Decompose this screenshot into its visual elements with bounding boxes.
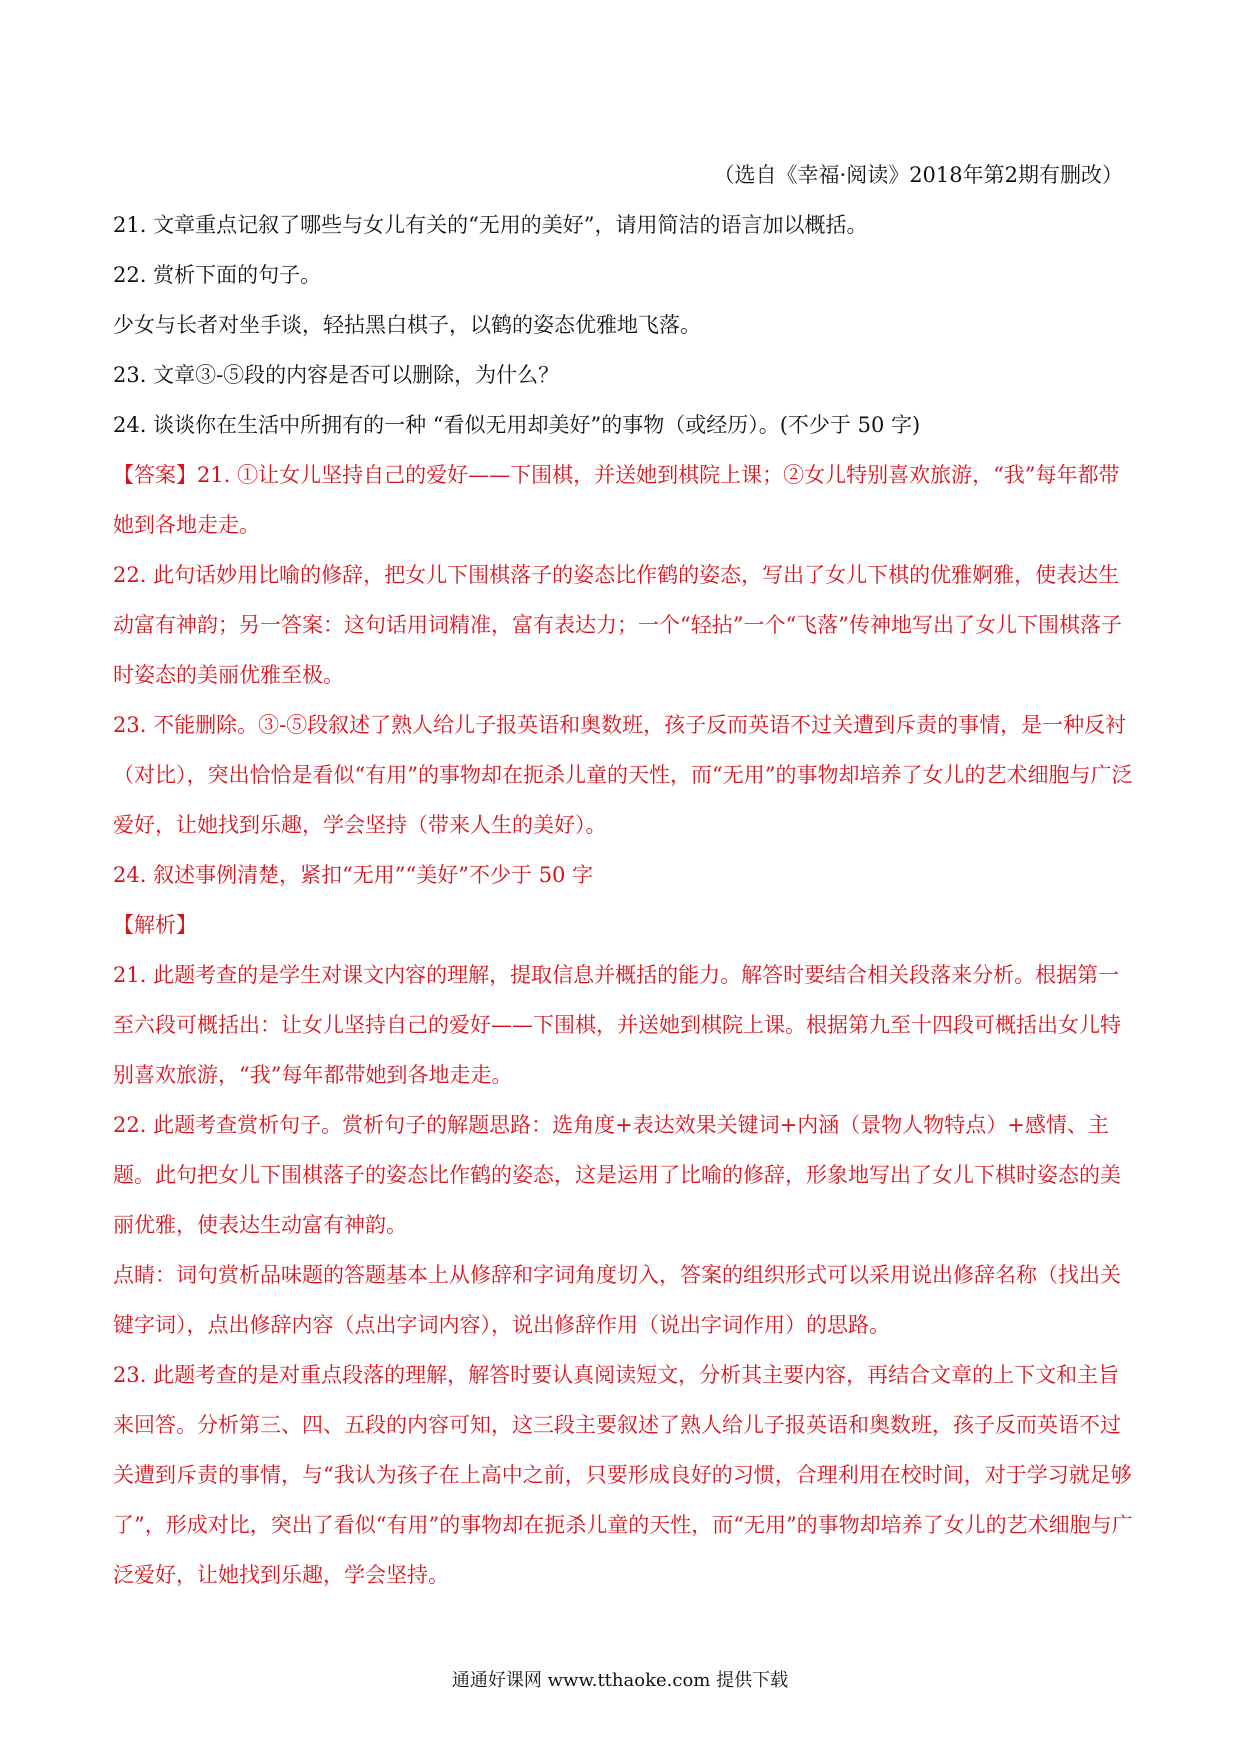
analysis-note: 点睛：词句赏析品味题的答题基本上从修辞和字词角度切入，答案的组织形式可以采用说出修辞名称（找出关键字词），点出修辞内容（点出字词内容），说出修辞作用（说出字词作用）的思路。 [113, 1263, 1121, 1337]
analysis-21: 21. 此题考查的是学生对课文内容的理解，提取信息并概括的能力。解答时要结合相关段落来分析。根据第一至六段可概括出：让女儿坚持自己的爱好——下围棋，并送她到棋院上课。根据第九至十四段可概括出女儿特别喜欢旅游，“我”每年都带她到各地走走。 [113, 963, 1121, 1087]
answer-23: 23. 不能删除。③-⑤段叙述了熟人给儿子报英语和奥数班，孩子反而英语不过关遭到斥责的事情，是一种反衬（对比），突出恰恰是看似“有用”的事物却在扼杀儿童的天性，而“无用”的事物却培养了女儿的艺术细胞与广泛爱好，让她找到乐趣，学会坚持（带来人生的美好）。 [113, 713, 1133, 837]
source-citation: （选自《幸福·阅读》2018年第2期有删改） [713, 163, 1123, 187]
question-22: 22. 赏析下面的句子。 [113, 263, 322, 287]
document-body [113, 150, 1133, 1600]
question-21: 21. 文章重点记叙了哪些与女儿有关的“无用的美好”，请用简洁的语言加以概括。 [113, 213, 868, 237]
answer-24: 24. 叙述事例清楚，紧扣“无用”“美好”不少于 50 字 [113, 863, 594, 887]
question-23: 23. 文章③-⑤段的内容是否可以删除，为什么？ [113, 363, 560, 387]
question-22-sentence: 少女与长者对坐手谈，轻拈黑白棋子，以鹤的姿态优雅地飞落。 [113, 313, 701, 337]
page-footer: 通通好课网 www.tthaoke.com 提供下载 [451, 1670, 789, 1691]
analysis-22: 22. 此题考查赏析句子。赏析句子的解题思路：选角度+表达效果关键词+内涵（景物人物特点）+感情、主题。此句把女儿下围棋落子的姿态比作鹤的姿态，这是运用了比喻的修辞，形象地写出了女儿下棋时姿态的美丽优雅，使表达生动富有神韵。 [113, 1113, 1121, 1237]
analysis-23: 23. 此题考查的是对重点段落的理解，解答时要认真阅读短文，分析其主要内容，再结合文章的上下文和主旨来回答。分析第三、四、五段的内容可知，这三段主要叙述了熟人给儿子报英语和奥数班，孩子反而英语不过关遭到斥责的事情，与“我认为孩子在上高中之前，只要形成良好的习惯，合理利用在校时间，对于学习就足够了”，形成对比，突出了看似“有用”的事物却在扼杀儿童的天性，而“无用”的事物却培养了女儿的艺术细胞与广泛爱好，让她找到乐趣，学会坚持。 [113, 1363, 1133, 1587]
analysis-label: 【解析】 [113, 913, 197, 937]
answer-21: 【答案】21. ①让女儿坚持自己的爱好——下围棋，并送她到棋院上课；②女儿特别喜欢旅游，“我”每年都带她到各地走走。 [113, 463, 1120, 537]
answer-22: 22. 此句话妙用比喻的修辞，把女儿下围棋落子的姿态比作鹤的姿态，写出了女儿下棋的优雅婀雅，使表达生动富有神韵；另一答案：这句话用词精准，富有表达力；一个“轻拈”一个“飞落”传神地写出了女儿下围棋落子时姿态的美丽优雅至极。 [113, 563, 1122, 687]
question-24: 24. 谈谈你在生活中所拥有的一种 “看似无用却美好”的事物（或经历）。(不少于 50 字) [113, 413, 921, 437]
